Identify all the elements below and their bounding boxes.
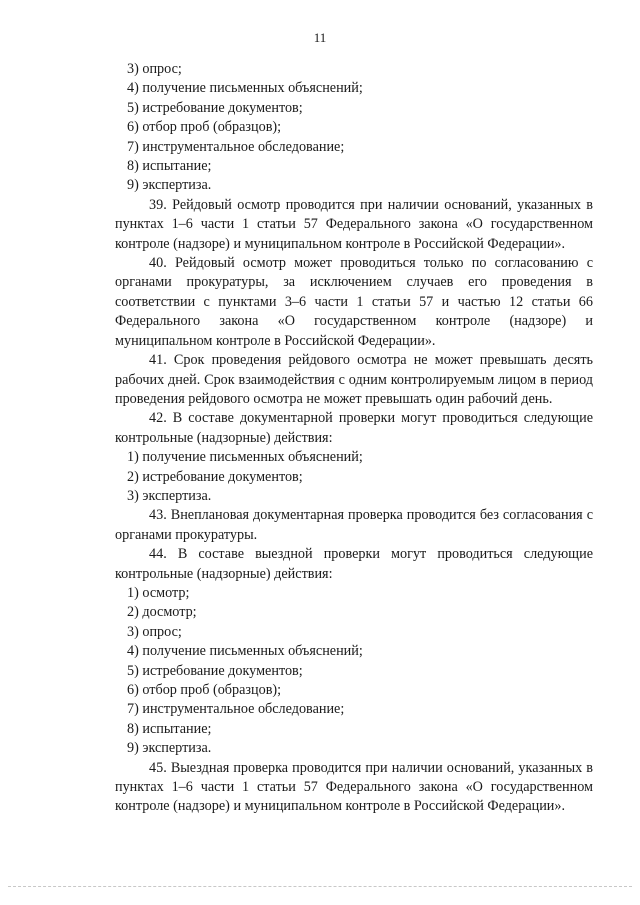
scan-edge-divider <box>8 886 632 887</box>
list-item: 7) инструментальное обследование; <box>127 138 345 155</box>
list-item: 2) досмотр; <box>127 604 197 621</box>
list-item: 6) отбор проб (образцов); <box>127 682 282 698</box>
paragraph-44: 44. В составе выездной проверки могут проводиться следующие контрольные (надзорные) действия: <box>115 546 593 582</box>
list-item: 3) опрос; <box>127 61 182 77</box>
list-item: 3) экспертиза. <box>127 487 212 504</box>
list-item: 4) получение письменных объяснений; <box>127 80 363 97</box>
list-item: 8) испытание; <box>127 158 212 175</box>
document-body <box>115 60 593 817</box>
page-number: 11 <box>313 30 327 45</box>
paragraph-39: 39. Рейдовый осмотр проводится при наличии оснований, указанных в пунктах 1–6 части 1 статьи 57 Федерального закона «О государственном контроле (надзоре) и муниципальном контроле в Российской Федерации». <box>115 196 593 252</box>
list-item: 4) получение письменных объяснений; <box>127 643 363 660</box>
list-item: 1) осмотр; <box>127 584 190 601</box>
list-item: 7) инструментальное обследование; <box>127 701 345 718</box>
paragraph-40: 40. Рейдовый осмотр может проводиться только по согласованию с органами прокуратуры, за исключением случаев его проведения в соответствии с пунктами 3–6 части 1 статьи 57 и частью 12 статьи 66 Федерального закона «О государственном контроле (надзоре) и муниципальном контроле в Российской Федерации». <box>115 255 593 349</box>
paragraph-41: 41. Срок проведения рейдового осмотра не может превышать десять рабочих дней. Срок взаимодействия с одним контролируемым лицом в период проведения рейдового осмотра не может превышать один рабочий день. <box>115 352 593 407</box>
list-item: 8) испытание; <box>127 720 212 737</box>
list-item: 2) истребование документов; <box>127 468 303 485</box>
paragraph-45: 45. Выездная проверка проводится при наличии оснований, указанных в пунктах 1–6 части 1 статьи 57 Федерального закона «О государственном контроле (надзоре) и муниципальном контроле в Российской Федерации». <box>115 759 593 815</box>
list-item: 5) истребование документов; <box>127 662 303 679</box>
paragraph-43: 43. Внеплановая документарная проверка проводится без согласования с органами прокуратуры. <box>115 507 593 543</box>
list-item: 1) получение письменных объяснений; <box>127 449 363 466</box>
list-item: 3) опрос; <box>127 623 182 640</box>
list-item: 6) отбор проб (образцов); <box>127 119 282 136</box>
list-item: 9) экспертиза. <box>127 177 212 194</box>
list-item: 9) экспертиза. <box>127 740 212 757</box>
list-item: 5) истребование документов; <box>127 99 303 116</box>
paragraph-42: 42. В составе документарной проверки могут проводиться следующие контрольные (надзорные) действия: <box>115 410 593 446</box>
